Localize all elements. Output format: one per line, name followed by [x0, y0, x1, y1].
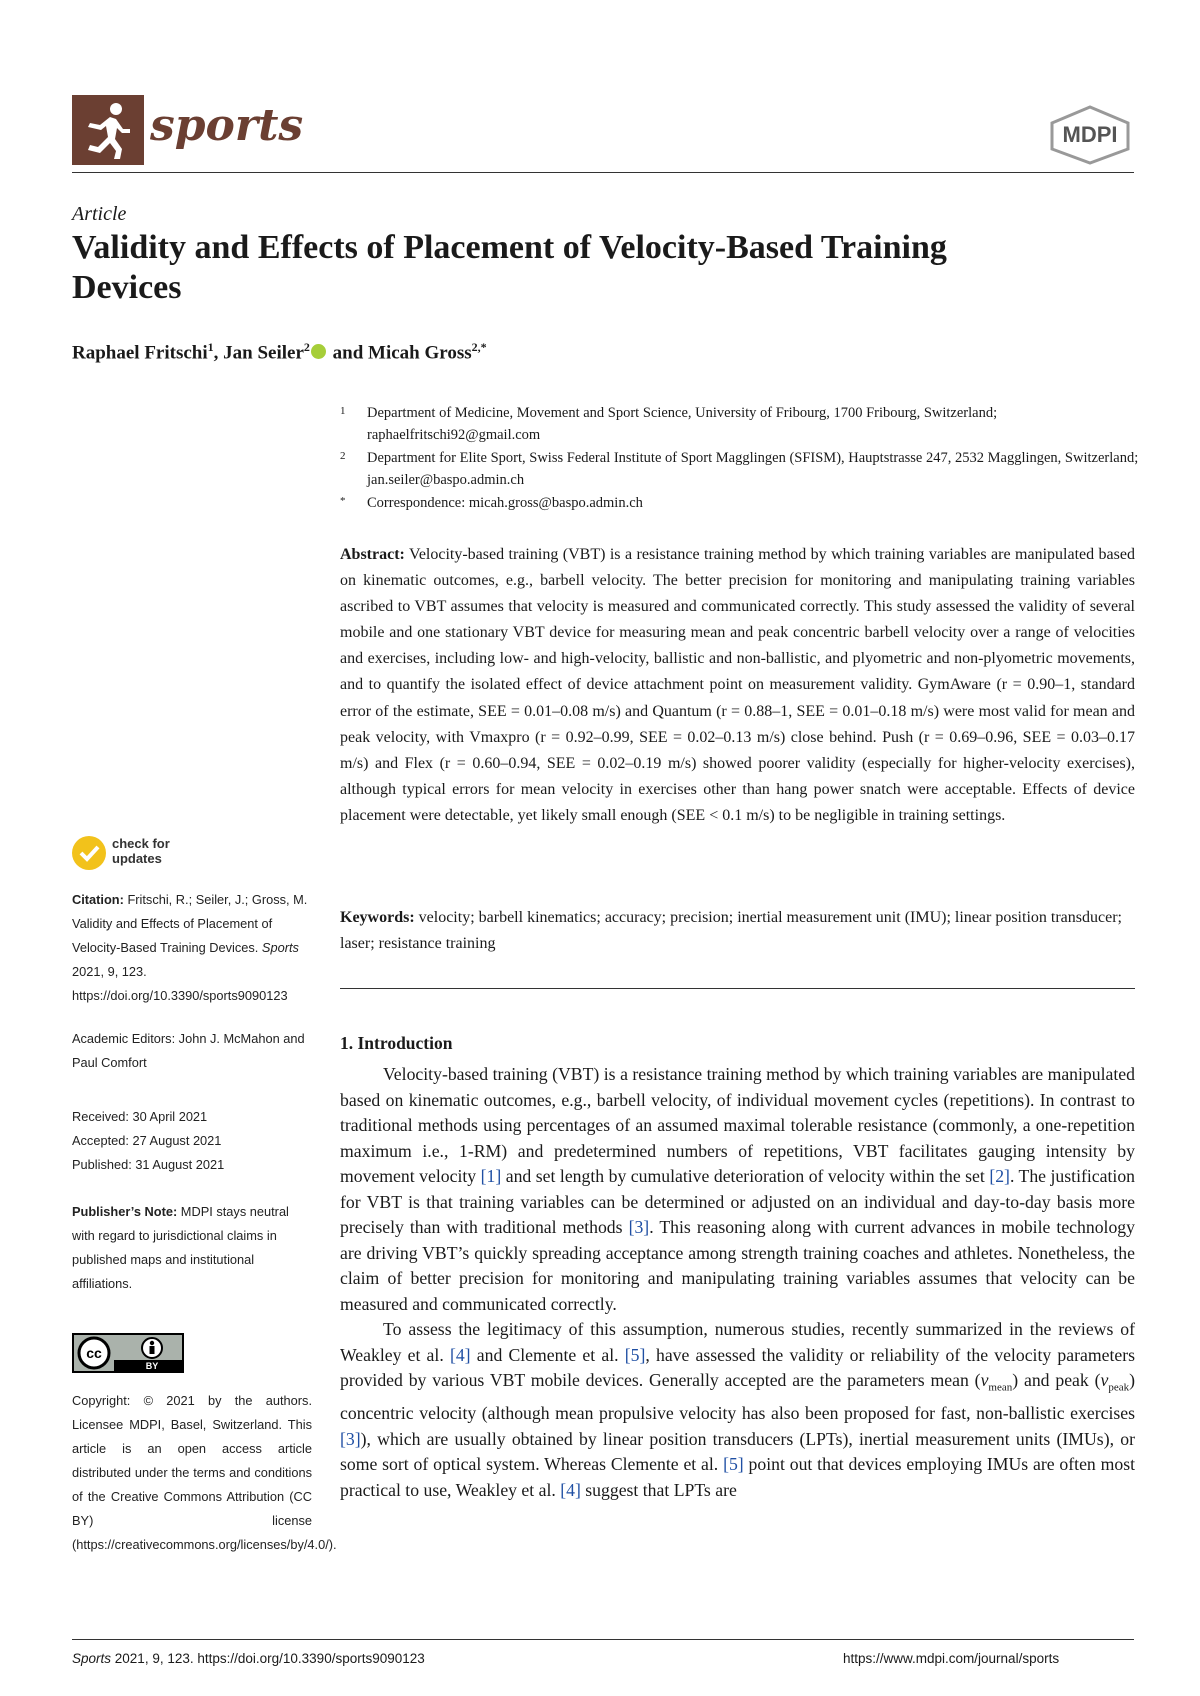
keywords	[340, 905, 1135, 957]
published-date: Published: 31 August 2021	[72, 1157, 225, 1172]
text-run: and set length by cumulative deterioration of velocity within the set	[501, 1166, 990, 1186]
author-name: Raphael Fritschi	[72, 342, 208, 364]
citation-link[interactable]: [3]	[628, 1217, 650, 1237]
author-affiliation-mark: 2	[303, 340, 310, 354]
affiliation-number: 2	[340, 450, 346, 462]
text-run: and Clemente et al.	[470, 1344, 625, 1365]
citation-block	[72, 888, 312, 1008]
affiliation-text: Department for Elite Sport, Swiss Federal Institute of Sport Magglingen (SFISM), Hauptstrasse 247, 2532 Magglingen, Switzerland; jan.seiler@baspo.admin.ch	[367, 450, 1139, 488]
svg-text:cc: cc	[86, 1345, 102, 1361]
footer-doi[interactable]: 2021, 9, 123. https://doi.org/10.3390/sports9090123	[111, 1651, 425, 1666]
received-date: Received: 30 April 2021	[72, 1109, 208, 1124]
text-run: point out that devices employing IMUs are often most practical to use, Weakley et al.	[340, 1454, 1135, 1500]
text-run: Velocity-based training (VBT) is a resistance training method by which training variables are manipulated based on kinematic outcomes, e.g., barbell velocity, of individual movement cycles (repetitions). In contrast to traditional methods using percentages of an assumed maximal tolerable resistance (commonly, a one-repetition maximum i.e., 1-RM) and predetermined numbers of repetitions, VBT facilitates gauging intensity by movement velocity	[340, 1064, 1135, 1186]
citation-link[interactable]: [2]	[989, 1166, 1010, 1186]
affiliation-text: Department of Medicine, Movement and Sport Science, University of Fribourg, 1700 Fribourg, Switzerland; raphaelfritschi92@gmail.com	[367, 405, 998, 443]
abstract-divider	[340, 988, 1135, 989]
math-symbol: v	[1100, 1370, 1109, 1390]
text-run: To assess the legitimacy of this assumption, numerous studies, recently summarized in the reviews of Weakley et al.	[340, 1319, 1135, 1365]
text-run: . The justification for VBT is that training variables can be determined or adjusted on an individual and day-to-day basis more precisely than with traditional methods	[340, 1166, 1136, 1237]
author-affiliation-mark: 1	[207, 340, 214, 354]
check-updates-line: check for	[112, 836, 170, 851]
footer-journal-url[interactable]: https://www.mdpi.com/journal/sports	[843, 1651, 1060, 1666]
check-updates-icon[interactable]	[72, 836, 106, 870]
publisher-name: MDPI	[1062, 122, 1118, 147]
journal-name: sports	[150, 100, 304, 151]
header-divider	[72, 172, 1134, 173]
footer-citation	[72, 1651, 425, 1666]
abstract-label: Abstract:	[340, 546, 405, 563]
footer-divider	[72, 1639, 1134, 1640]
correspondence	[340, 492, 1140, 514]
math-subscript: mean	[988, 1381, 1013, 1394]
citation-link[interactable]: [4]	[560, 1479, 581, 1500]
runner-icon	[72, 95, 144, 165]
paragraph	[340, 1317, 1135, 1503]
publishers-note	[72, 1200, 312, 1296]
author-list	[72, 340, 487, 364]
abstract-text: Velocity-based training (VBT) is a resistance training method by which training variables are manipulated based on kinematic outcomes, e.g., barbell velocity. The better precision for monitoring and manipulating training variables ascribed to VBT assumes that velocity is measured and communicated correctly. This study assessed the validity of several mobile and one stationary VBT device for measuring mean and peak concentric barbell velocity over a range of velocities and exercises, including low- and high-velocity, ballistic and non-ballistic, and plyometric and non-plyometric movements, and to quantify the isolated effect of device attachment point on measurement validity. GymAware (r = 0.90–1, standard error of the estimate, SEE = 0.01–0.08 m/s) and Quantum (r = 0.88–1, SEE = 0.01–0.18 m/s) were most valid for mean and peak velocity, with Vmaxpro (r = 0.92–0.99, SEE = 0.02–0.13 m/s) close behind. Push (r = 0.69–0.96, SEE = 0.03–0.17 m/s) and Flex (r = 0.60–0.94, SEE = 0.02–0.19 m/s) showed poorer validity (especially for higher-velocity exercises), although typical errors for mean velocity in exercises other than hang power snatch were acceptable. Effects of device placement were detectable, yet likely small enough (SEE < 0.1 m/s) to be negligible in training settings.	[340, 546, 1135, 824]
text-run: suggest that LPTs are	[580, 1479, 737, 1500]
author-separator: ,	[213, 342, 224, 364]
paragraph	[340, 1062, 1135, 1317]
math-symbol: v	[980, 1370, 989, 1390]
affiliation-text: Correspondence: micah.gross@baspo.admin.ch	[367, 495, 643, 511]
author-affiliation-mark: 2,*	[471, 340, 487, 354]
math-subscript: peak	[1108, 1381, 1130, 1394]
text-run: ) and peak (	[1012, 1370, 1101, 1390]
text-run: ) concentric velocity (although mean propulsive velocity has also been proposed for fast, non-ballistic exercises	[340, 1370, 1135, 1424]
orcid-icon[interactable]	[311, 344, 326, 359]
article-type: Article	[72, 203, 127, 225]
check-updates-line: updates	[112, 851, 162, 866]
publishers-note-label: Publisher’s Note:	[72, 1204, 178, 1219]
citation-link[interactable]: [5]	[723, 1454, 744, 1475]
footer-journal: Sports	[72, 1651, 112, 1666]
accepted-date: Accepted: 27 August 2021	[72, 1133, 222, 1148]
affiliation-number: *	[340, 495, 346, 507]
citation-text: Fritschi, R.; Seiler, J.; Gross, M. Validity and Effects of Placement of Velocity-Based Training Devices.	[72, 892, 308, 955]
academic-editors: Academic Editors: John J. McMahon and Paul Comfort	[72, 1031, 305, 1070]
abstract	[340, 542, 1135, 829]
article-title: Validity and Effects of Placement of Velocity-Based Training Devices	[72, 229, 947, 306]
citation-doi[interactable]: 2021, 9, 123. https://doi.org/10.3390/sports9090123	[72, 964, 288, 1003]
copyright-notice: Copyright: © 2021 by the authors. Licensee MDPI, Basel, Switzerland. This article is an open access article distributed under the terms and conditions of the Creative Commons Attribution (CC BY) license (https://creativecommons.org/licenses/by/4.0/).	[72, 1393, 337, 1552]
keywords-text: velocity; barbell kinematics; accuracy; precision; inertial measurement unit (IMU); linear position transducer; laser; resistance training	[340, 909, 1122, 952]
text-run: . This reasoning along with current advances in mobile technology are driving VBT’s quickly spreading acceptance among strength training coaches and athletes. Nonetheless, the claim of better precision for monitoring and manipulating training variables assumes that velocity can be measured and communicated correctly.	[340, 1217, 1135, 1314]
citation-link[interactable]: [3]	[340, 1428, 361, 1449]
citation-link[interactable]: [5]	[624, 1344, 646, 1365]
journal-logo	[72, 95, 144, 165]
text-run: ), which are usually obtained by linear position transducers (LPTs), inertial measurement units (IMUs), or some sort of optical system. Whereas Clemente et al.	[340, 1428, 1135, 1475]
author-name[interactable]: Jan Seiler	[223, 342, 304, 364]
affiliation-number: 1	[340, 405, 346, 417]
section-heading: 1. Introduction	[340, 1033, 453, 1053]
author-name: Micah Gross	[368, 342, 472, 364]
keywords-label: Keywords:	[340, 909, 415, 926]
publishers-note-text: MDPI stays neutral with regard to jurisdictional claims in published maps and institutional affiliations.	[72, 1204, 289, 1291]
citation-link[interactable]: [4]	[449, 1344, 471, 1365]
check-updates-button[interactable]	[112, 836, 170, 866]
citation-journal: Sports	[261, 940, 299, 955]
introduction-body	[340, 1062, 1135, 1503]
cc-by-license-badge[interactable]	[72, 1333, 184, 1373]
affiliation	[340, 402, 1140, 446]
mdpi-logo	[1048, 105, 1132, 165]
author-separator: and	[327, 342, 369, 364]
cc-by-label: BY	[145, 1361, 159, 1371]
citation-link[interactable]: [1]	[480, 1166, 502, 1186]
citation-label: Citation:	[72, 892, 124, 907]
text-run: , have assessed the validity or reliability of the velocity parameters provided by various VBT mobile devices. Generally accepted are the parameters mean (	[340, 1344, 1135, 1390]
affiliation	[340, 447, 1140, 491]
